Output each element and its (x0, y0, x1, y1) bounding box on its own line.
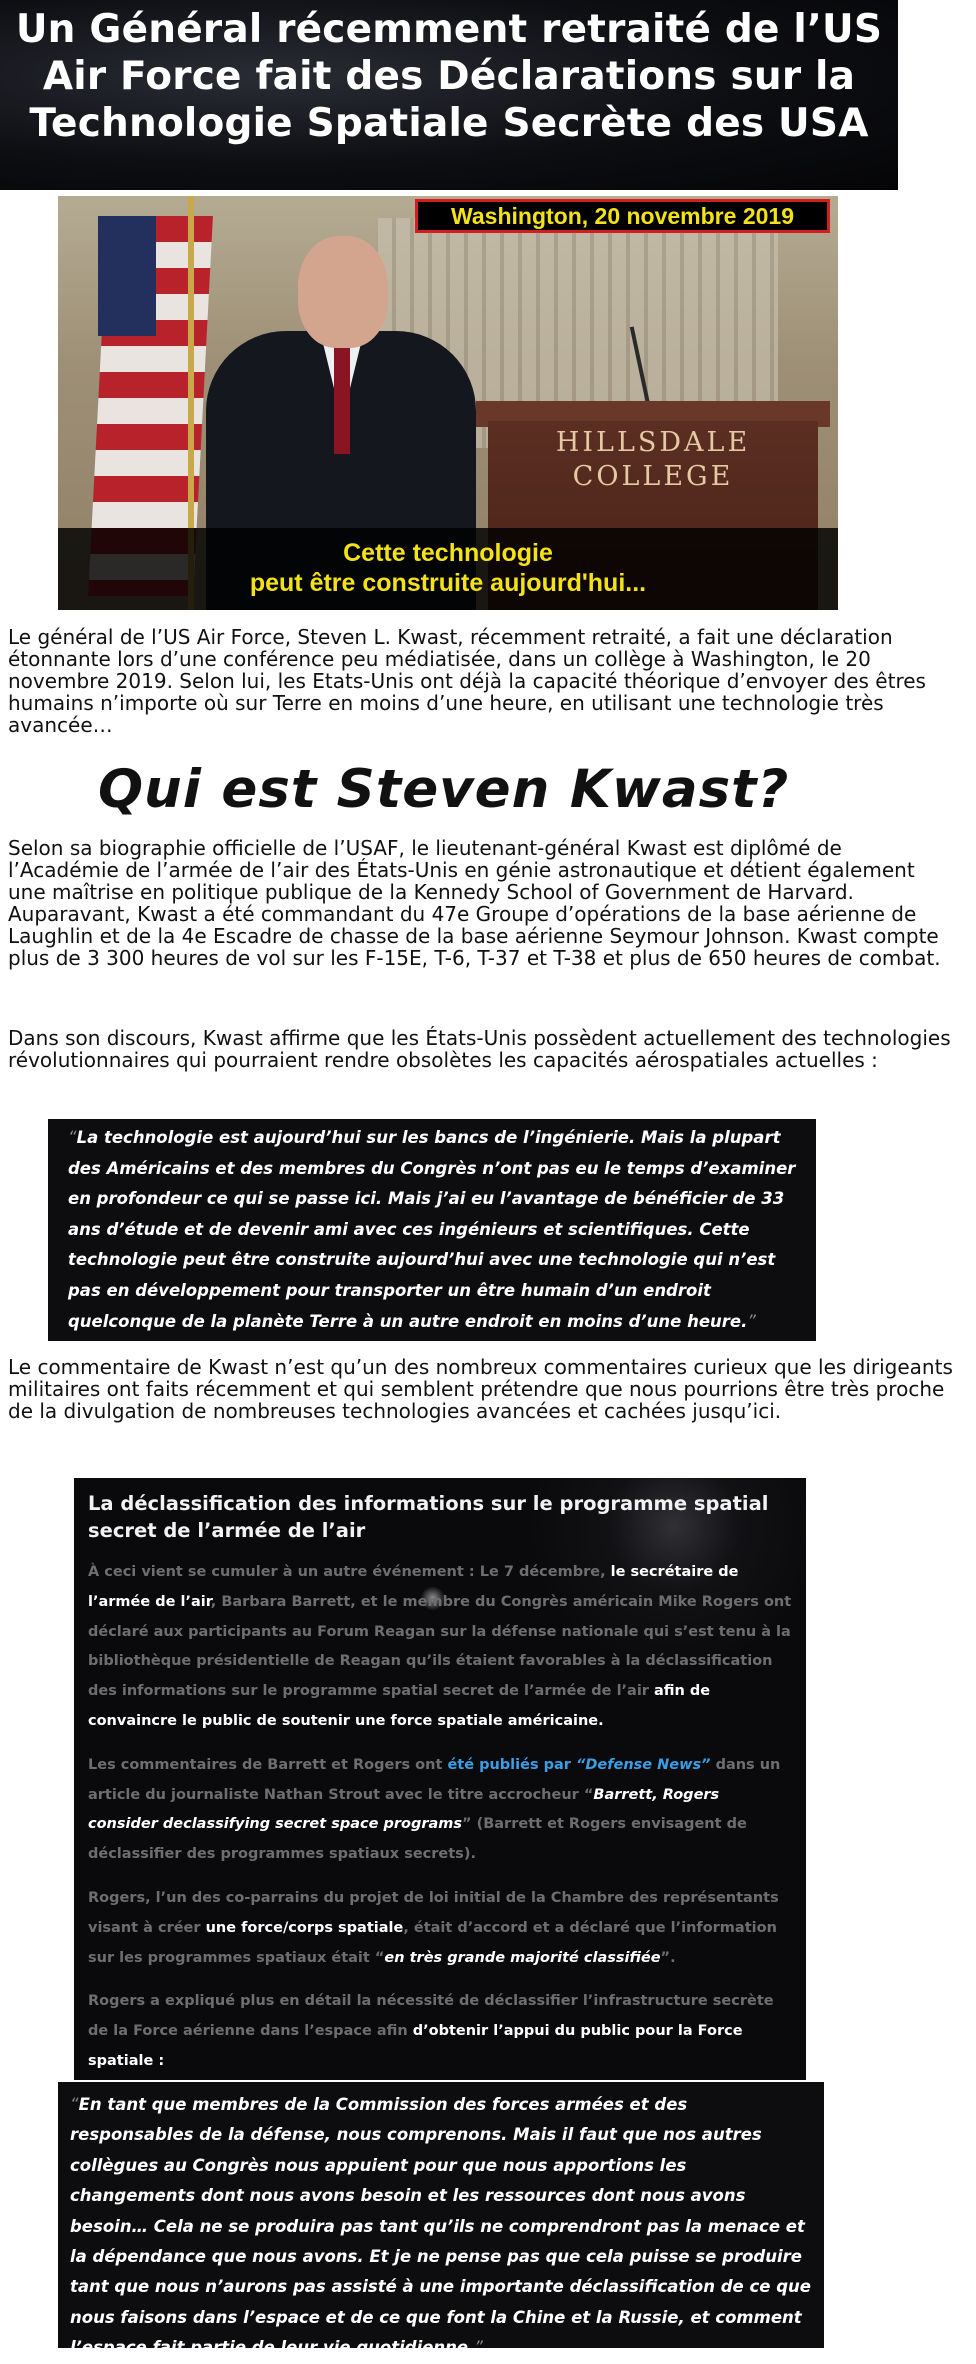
subtitle-caption (58, 528, 838, 610)
rogers-quote-text: En tant que membres de la Commission des forces armées et des responsables de la défense, nous comprenons. Mais il faut que nos autres collègues au Congrès nous appuient pour que nous apportions les changements dont nous avons besoin et les ressources dont nous avons besoin… Cela ne se produira pas tant qu’ils ne comprendront pas la menace et la dépendance que nous avons. Et je ne pense pas que cela puisse se produire tant que nous n’aurons pas assisté à une importante déclassification de ce que nous faisons dans l’espace et de ce que font la Chine et la Russie, et comment l’espace fait partie de leur vie quotidienne. (70, 2095, 811, 2358)
p2-text-f: ” (Barrett et Rogers envisagent de déclassifier des programmes spatiaux secrets). (88, 1816, 747, 1863)
title-line-3: Technologie Spatiale Secrète des USA (29, 101, 869, 146)
bio-paragraph: Selon sa biographie officielle de l’USAF, le lieutenant-général Kwast est diplômé de l’Académie de l’armée de l’air des États-Unis en génie astronautique et détient également une maîtrise en politique publique de la Kennedy School of Government de Harvard. Auparavant, Kwast a été commandant du 47e Groupe d’opérations de la base aérienne de Laughlin et de la 4e Escadre de chasse de la base aérienne Seymour Johnson. Kwast compte plus de 3 300 heures de vol sur les F-15E, T-6, T-37 et T-38 et plus de 650 heures de combat. (8, 836, 941, 970)
p3-highlight-space-force: une force/corps spatiale (205, 1919, 404, 1936)
p4-text-a: Rogers a expliqué plus en détail la nécessité de déclassifier l’infrastructure secrète de la Force aérienne dans l’espace afin (88, 1993, 774, 2040)
kwast-quote (48, 1119, 816, 1341)
panel-paragraph-4 (88, 1987, 792, 2076)
section-heading: Qui est Steven Kwast? (98, 759, 790, 820)
speech-intro-paragraph: Dans son discours, Kwast affirme que les États-Unis possèdent actuellement des technologies révolutionnaires qui pourraient rendre obsolètes les capacités aérospatiales actuelles : (8, 1026, 951, 1072)
caption-line-2: peut être construite aujourd'hui... (249, 569, 647, 597)
published-by-link[interactable]: été publiés par (447, 1756, 576, 1773)
quote-open-mark: “ (68, 1128, 77, 1147)
p1-highlight-purpose: afin de convaincre le public de soutenir une force spatiale américaine (88, 1683, 711, 1729)
p3-text-a: Rogers, l’un des co-parrains du projet de loi initial de la Chambre des représentants visant à créer (88, 1889, 779, 1936)
podium-line-2: COLLEGE (572, 461, 734, 492)
p4-text-c: : (153, 2052, 165, 2069)
kwast-quote-text: La technologie est aujourd’hui sur les bancs de l’ingénierie. Mais la plupart des Américains et des membres du Congrès n’ont pas eu le temps d’examiner en profondeur ce qui se passe ici. Mais j’ai eu l’avantage de bénéficier de 33 ans d’étude et de devenir ami avec ces ingénieurs et scientifiques. Cette technologie peut être construite aujourd’hui avec une technologie qui n’est pas en développement pour transporter un être humain d’un endroit quelconque de la planète Terre à un autre endroit en moins d’une heure. (68, 1128, 796, 1331)
speech-photo (58, 196, 838, 610)
speaker-tie (334, 344, 350, 454)
caption-line-1: Cette technologie (343, 539, 553, 567)
declassification-panel (74, 1478, 806, 2080)
p2-text-d: dans un article du journaliste Nathan Strout avec le titre accrocheur “ (88, 1756, 781, 1803)
p1-highlight-secretary: le secrétaire de l’armée de l’air (88, 1564, 739, 1610)
flag-canton (98, 216, 156, 336)
quote2-open-mark: “ (70, 2095, 79, 2114)
p1-text-e: . (598, 1712, 604, 1729)
title-line-1: Un Général récemment retraité de l’US (15, 7, 883, 52)
p1-text-c: , Barbara Barrett, et le membre du Congrès américain Mike Rogers ont déclaré aux participants au Forum Reagan sur la défense nationale qui s’est tenu à la bibliothèque présidentielle de Reagan qu’ils étaient favorables à la déclassification des informations sur le programme spatial secret de l’armée de l’air (88, 1593, 792, 1700)
p3-text-e: ”. (660, 1949, 676, 1966)
panel-paragraph-2 (88, 1751, 792, 1870)
podium-line-1: HILLSDALE (555, 427, 751, 458)
panel-paragraph-3 (88, 1884, 792, 1973)
title-line-2: Air Force fait des Déclarations sur la (42, 54, 856, 99)
p4-highlight-public-support: d’obtenir l’appui du public pour la Force spatiale (88, 2023, 743, 2069)
podium-sign (488, 426, 818, 494)
quote-close-mark: ” (747, 1311, 756, 1331)
p3-highlight-classified: en très grande majorité classifiée (384, 1949, 661, 1966)
speaker-head (298, 236, 388, 348)
defense-news-link[interactable]: “Defense News” (575, 1756, 711, 1773)
quote2-close-mark: ” (474, 2338, 483, 2358)
commentary-paragraph: Le commentaire de Kwast n’est qu’un des nombreux commentaires curieux que les dirigeants militaires ont faits récemment et qui semblent prétendre que nous pourrions être très proche de la divulgation de nombreuses technologies avancées et cachées jusqu’ici. (8, 1355, 953, 1423)
panel-title: La déclassification des informations sur le programme spatial secret de l’armée de l’air (88, 1492, 769, 1542)
rogers-quote (58, 2082, 824, 2358)
intro-paragraph: Le général de l’US Air Force, Steven L. Kwast, récemment retraité, a fait une déclaration étonnante lors d’une conférence peu médiatisée, dans un collège à Washington, le 20 novembre 2019. Selon lui, les Etats-Unis ont déjà la capacité théorique d’envoyer des êtres humains n’importe où sur Terre en moins d’une heure, en utilisant une technologie très avancée… (8, 625, 926, 737)
article-title-banner (0, 0, 898, 190)
p2-article-title: Barrett, Rogers consider declassifying secret space programs (88, 1786, 720, 1833)
date-overlay: Washington, 20 novembre 2019 (415, 199, 830, 233)
panel-paragraph-1 (88, 1558, 792, 1737)
p3-text-c: , était d’accord et a déclaré que l’information sur les programmes spatiaux était “ (88, 1919, 777, 1966)
p2-text-a: Les commentaires de Barrett et Rogers ont (88, 1756, 448, 1773)
p1-text-a: À ceci vient se cumuler à un autre événement : Le 7 décembre, (88, 1564, 611, 1580)
